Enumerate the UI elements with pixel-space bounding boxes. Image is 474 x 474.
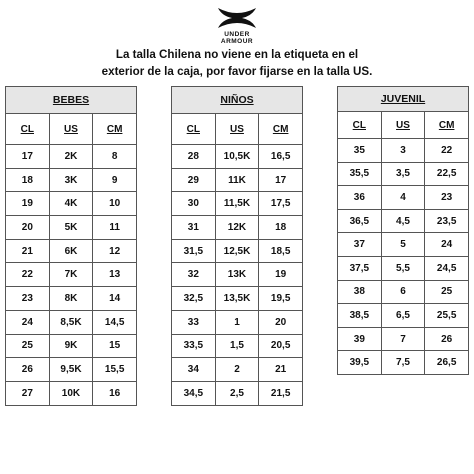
table-cell: 20 bbox=[259, 310, 303, 334]
table-cell: 19 bbox=[6, 192, 50, 216]
table-cell: 36,5 bbox=[338, 209, 382, 233]
table-cell: 24 bbox=[425, 233, 469, 257]
table-row bbox=[338, 233, 469, 257]
size-table-ninos bbox=[171, 86, 303, 406]
table-row bbox=[338, 280, 469, 304]
table-title bbox=[338, 87, 469, 112]
table-cell: 6K bbox=[49, 239, 93, 263]
table-cell: 38,5 bbox=[338, 304, 382, 328]
table-row bbox=[6, 239, 137, 263]
table-cell: 13K bbox=[215, 263, 259, 287]
column-header bbox=[381, 112, 425, 139]
column-header bbox=[172, 114, 216, 145]
table-row bbox=[6, 145, 137, 169]
table-row bbox=[338, 186, 469, 210]
table-cell: 25,5 bbox=[425, 304, 469, 328]
table-cell: 5 bbox=[381, 233, 425, 257]
table-row bbox=[338, 327, 469, 351]
column-header-text: CM bbox=[272, 123, 289, 135]
table-cell: 24 bbox=[6, 310, 50, 334]
table-row bbox=[6, 192, 137, 216]
table-cell: 27 bbox=[6, 381, 50, 405]
column-header-row bbox=[6, 114, 137, 145]
table-row bbox=[338, 209, 469, 233]
table-cell: 2K bbox=[49, 145, 93, 169]
table-cell: 7K bbox=[49, 263, 93, 287]
table-cell: 26,5 bbox=[425, 351, 469, 375]
table-cell: 37 bbox=[338, 233, 382, 257]
table-cell: 18 bbox=[6, 168, 50, 192]
table-cell: 23 bbox=[425, 186, 469, 210]
table-row bbox=[6, 381, 137, 405]
table-cell: 2,5 bbox=[215, 381, 259, 405]
table-cell: 3 bbox=[381, 139, 425, 163]
table-cell: 9,5K bbox=[49, 358, 93, 382]
table-row bbox=[338, 162, 469, 186]
table-row bbox=[172, 334, 303, 358]
table-title bbox=[6, 87, 137, 114]
table-title-row bbox=[338, 87, 469, 112]
table-cell: 25 bbox=[425, 280, 469, 304]
table-cell: 3,5 bbox=[381, 162, 425, 186]
table-title bbox=[172, 87, 303, 114]
table-cell: 22 bbox=[425, 139, 469, 163]
table-row bbox=[172, 168, 303, 192]
size-note bbox=[60, 46, 414, 80]
table-cell: 31 bbox=[172, 216, 216, 240]
table-cell: 13 bbox=[93, 263, 137, 287]
table-row bbox=[172, 192, 303, 216]
table-cell: 22,5 bbox=[425, 162, 469, 186]
table-title-row bbox=[6, 87, 137, 114]
table-cell: 16 bbox=[93, 381, 137, 405]
table-cell: 37,5 bbox=[338, 256, 382, 280]
table-row bbox=[338, 351, 469, 375]
brand-name: UNDER ARMOUR bbox=[220, 31, 254, 45]
column-header-text: US bbox=[64, 123, 78, 135]
table-cell: 6,5 bbox=[381, 304, 425, 328]
table-cell: 39 bbox=[338, 327, 382, 351]
table-cell: 19,5 bbox=[259, 287, 303, 311]
table-cell: 12 bbox=[93, 239, 137, 263]
table-cell: 4,5 bbox=[381, 209, 425, 233]
table-row bbox=[172, 239, 303, 263]
column-header bbox=[259, 114, 303, 145]
table-cell: 34 bbox=[172, 358, 216, 382]
column-header-text: CM bbox=[106, 123, 123, 135]
table-row bbox=[172, 310, 303, 334]
table-row bbox=[172, 381, 303, 405]
table-cell: 3K bbox=[49, 168, 93, 192]
table-cell: 19 bbox=[259, 263, 303, 287]
table-row bbox=[172, 287, 303, 311]
column-header-text: US bbox=[396, 119, 410, 131]
table-cell: 21,5 bbox=[259, 381, 303, 405]
column-header-text: CL bbox=[20, 123, 34, 135]
table-cell: 24,5 bbox=[425, 256, 469, 280]
table-row bbox=[338, 304, 469, 328]
table-cell: 10 bbox=[93, 192, 137, 216]
table-cell: 4 bbox=[381, 186, 425, 210]
table-cell: 12,5K bbox=[215, 239, 259, 263]
table-cell: 16,5 bbox=[259, 145, 303, 169]
table-title-text: BEBES bbox=[52, 94, 90, 106]
table-cell: 1 bbox=[215, 310, 259, 334]
table-cell: 30 bbox=[172, 192, 216, 216]
table-title-text: JUVENIL bbox=[380, 93, 426, 105]
table-cell: 15,5 bbox=[93, 358, 137, 382]
table-row bbox=[172, 358, 303, 382]
table-cell: 1,5 bbox=[215, 334, 259, 358]
table-cell: 14,5 bbox=[93, 310, 137, 334]
table-cell: 22 bbox=[6, 263, 50, 287]
table-row bbox=[6, 168, 137, 192]
table-cell: 9K bbox=[49, 334, 93, 358]
table-cell: 18 bbox=[259, 216, 303, 240]
note-line-2: exterior de la caja, por favor fijarse en la talla US. bbox=[101, 65, 373, 78]
table-cell: 26 bbox=[425, 327, 469, 351]
table-cell: 13,5K bbox=[215, 287, 259, 311]
table-cell: 35 bbox=[338, 139, 382, 163]
table-cell: 18,5 bbox=[259, 239, 303, 263]
column-header-text: CL bbox=[352, 119, 366, 131]
column-header-text: US bbox=[230, 123, 244, 135]
table-cell: 34,5 bbox=[172, 381, 216, 405]
table-cell: 11K bbox=[215, 168, 259, 192]
table-cell: 25 bbox=[6, 334, 50, 358]
table-row bbox=[6, 287, 137, 311]
note-line-1: La talla Chilena no viene en la etiqueta en el bbox=[115, 48, 359, 61]
table-row bbox=[338, 139, 469, 163]
table-cell: 33 bbox=[172, 310, 216, 334]
column-header bbox=[49, 114, 93, 145]
table-cell: 36 bbox=[338, 186, 382, 210]
table-cell: 38 bbox=[338, 280, 382, 304]
column-header bbox=[215, 114, 259, 145]
table-cell: 2 bbox=[215, 358, 259, 382]
table-cell: 12K bbox=[215, 216, 259, 240]
table-title-text: NIÑOS bbox=[220, 94, 254, 106]
column-header bbox=[93, 114, 137, 145]
table-cell: 32,5 bbox=[172, 287, 216, 311]
table-row bbox=[338, 256, 469, 280]
size-table-juvenil bbox=[337, 86, 469, 375]
table-cell: 7 bbox=[381, 327, 425, 351]
table-cell: 32 bbox=[172, 263, 216, 287]
column-header-row bbox=[172, 114, 303, 145]
column-header bbox=[425, 112, 469, 139]
table-row bbox=[172, 216, 303, 240]
table-cell: 15 bbox=[93, 334, 137, 358]
table-cell: 20,5 bbox=[259, 334, 303, 358]
table-cell: 28 bbox=[172, 145, 216, 169]
table-cell: 5,5 bbox=[381, 256, 425, 280]
table-cell: 8 bbox=[93, 145, 137, 169]
table-row bbox=[172, 263, 303, 287]
table-row bbox=[6, 310, 137, 334]
table-row bbox=[6, 263, 137, 287]
table-row bbox=[172, 145, 303, 169]
table-cell: 20 bbox=[6, 216, 50, 240]
size-table-bebes bbox=[5, 86, 137, 406]
table-cell: 10K bbox=[49, 381, 93, 405]
table-cell: 10,5K bbox=[215, 145, 259, 169]
under-armour-logo-icon bbox=[216, 6, 258, 30]
table-cell: 21 bbox=[6, 239, 50, 263]
table-cell: 33,5 bbox=[172, 334, 216, 358]
table-cell: 4K bbox=[49, 192, 93, 216]
table-cell: 29 bbox=[172, 168, 216, 192]
table-cell: 39,5 bbox=[338, 351, 382, 375]
table-cell: 11,5K bbox=[215, 192, 259, 216]
table-cell: 26 bbox=[6, 358, 50, 382]
table-cell: 7,5 bbox=[381, 351, 425, 375]
table-row bbox=[6, 358, 137, 382]
table-cell: 5K bbox=[49, 216, 93, 240]
table-cell: 6 bbox=[381, 280, 425, 304]
table-cell: 35,5 bbox=[338, 162, 382, 186]
column-header-row bbox=[338, 112, 469, 139]
table-row bbox=[6, 216, 137, 240]
table-cell: 17 bbox=[259, 168, 303, 192]
column-header-text: CL bbox=[186, 123, 200, 135]
column-header bbox=[338, 112, 382, 139]
column-header-text: CM bbox=[438, 119, 455, 131]
table-cell: 8K bbox=[49, 287, 93, 311]
table-cell: 11 bbox=[93, 216, 137, 240]
table-cell: 23,5 bbox=[425, 209, 469, 233]
table-cell: 14 bbox=[93, 287, 137, 311]
brand-logo bbox=[208, 6, 266, 45]
table-cell: 23 bbox=[6, 287, 50, 311]
table-cell: 17,5 bbox=[259, 192, 303, 216]
table-cell: 17 bbox=[6, 145, 50, 169]
table-cell: 31,5 bbox=[172, 239, 216, 263]
table-cell: 9 bbox=[93, 168, 137, 192]
table-cell: 21 bbox=[259, 358, 303, 382]
table-row bbox=[6, 334, 137, 358]
column-header bbox=[6, 114, 50, 145]
table-title-row bbox=[172, 87, 303, 114]
table-cell: 8,5K bbox=[49, 310, 93, 334]
